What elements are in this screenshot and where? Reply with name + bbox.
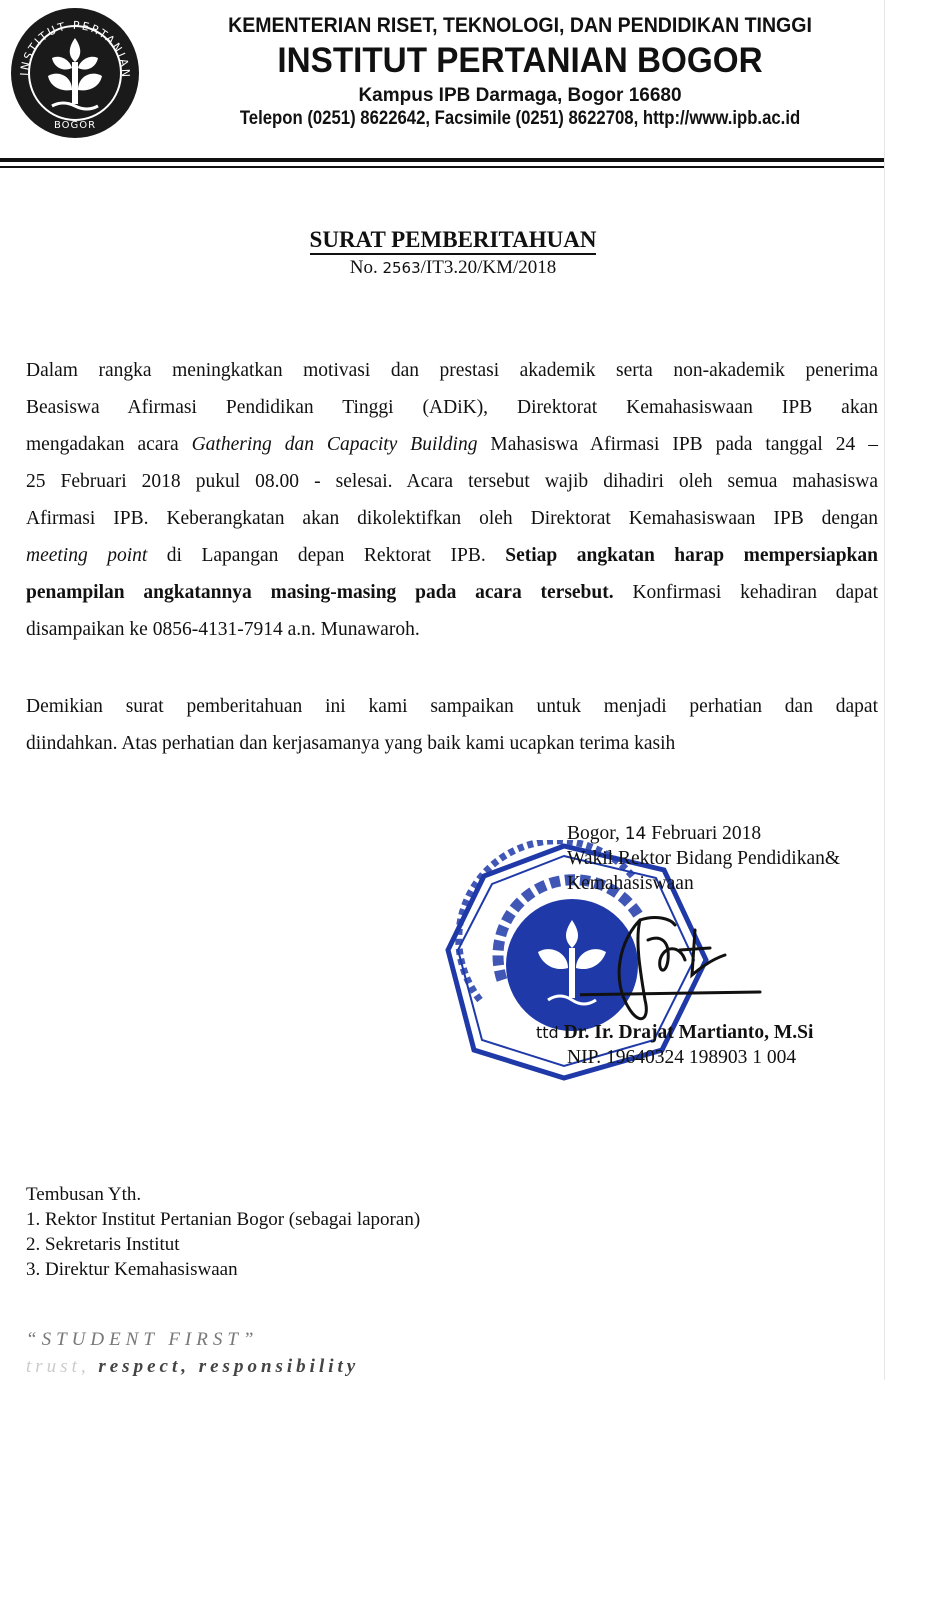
text-segment: mengadakan acara [26,434,192,455]
paragraph-line: Demikian surat pemberitahuan ini kami sampaikan untuk menjadi perhatian dan dapat [26,696,878,717]
paragraph-line [26,500,878,537]
address: Kampus IPB Darmaga, Bogor 16680 [358,85,682,106]
number-handwritten: 2563 [382,259,421,277]
cc-item: 1. Rektor Institut Pertanian Bogor (sebagai laporan) [26,1209,421,1230]
signer-name: Dr. Ir. Drajat Martianto, M.Si [563,1022,814,1043]
institution-name: INSTITUT PERTANIAN BOGOR [277,41,763,80]
text-segment: Beasiswa Afirmasi Pendidikan Tinggi (ADiK), Direktorat Kemahasiswaan IPB akan [26,397,878,418]
motto-student-first: “STUDENT FIRST” [26,1329,259,1350]
paragraph-line [26,463,878,500]
paragraph-line [26,574,878,611]
signer-position-1: Wakil Rektor Bidang Pendidikan& [567,848,841,869]
cc-item: 2. Sekretaris Institut [26,1234,180,1255]
paragraph-line [26,611,878,648]
svg-text:BOGOR: BOGOR [54,120,97,131]
text-segment: Mahasiswa Afirmasi IPB pada tanggal 24 – [477,434,878,455]
text-segment: Dalam rangka meningkatkan motivasi dan prestasi akademik serta non-akademik penerima [26,360,878,381]
signer-name-row [536,1020,813,1045]
paragraph-line [26,352,878,389]
svg-text:INSTITUT PERTANIAN: INSTITUT PERTANIAN [17,18,133,80]
signature-date [567,821,761,847]
header-divider-thick [0,158,884,162]
number-suffix: /IT3.20/KM/2018 [420,257,557,278]
paragraph-line: diindahkan. Atas perhatian dan kerjasamanya yang baik kami ucapkan terima kasih [26,733,676,754]
header-divider-thin [0,166,884,168]
contact-info: Telepon (0251) 8622642, Facsimile (0251) 8622708, http://www.ipb.ac.id [239,108,801,129]
motto-faded: trust, [26,1356,99,1377]
scan-edge [884,0,885,1380]
text-segment: meeting point [26,545,148,566]
signature-day: 14 [624,824,647,844]
ministry-name: KEMENTERIAN RISET, TEKNOLOGI, DAN PENDIDIKAN TINGGI [228,14,812,37]
body-paragraph-1 [26,352,878,648]
paragraph-line [26,537,878,574]
signer-position-2: Kemahasiswaan [567,873,694,894]
text-segment: 25 Februari 2018 pukul 08.00 - selesai. Acara tersebut wajib dihadiri oleh semua mahasiswa [26,471,878,492]
signature-month-year: Februari 2018 [646,823,762,844]
text-segment: disampaikan ke 0856-4131-7914 a.n. Munawaroh. [26,619,420,640]
handwritten-signature [580,900,770,1040]
text-segment: penampilan angkatannya masing-masing pada acara tersebut. [26,582,614,603]
motto-values [26,1355,359,1379]
body-paragraph-2 [26,688,878,762]
ipb-logo [8,6,142,140]
text-segment: Afirmasi IPB. Keberangkatan akan dikolektifkan oleh Direktorat Kemahasiswaan IPB dengan [26,508,878,529]
cc-item: 3. Direktur Kemahasiswaan [26,1259,238,1280]
signature-place: Bogor, [567,823,625,844]
text-segment: di Lapangan depan Rektorat IPB. [147,545,506,566]
letter-number [0,257,906,279]
text-segment: Gathering dan Capacity Building [191,434,478,455]
cc-heading: Tembusan Yth. [26,1184,142,1205]
text-segment: Konfirmasi kehadiran dapat [613,582,879,603]
initials-mark: ttd [536,1023,559,1042]
number-prefix: No. [349,257,383,278]
cc-list [26,1182,420,1282]
letter-title-text: SURAT PEMBERITAHUAN [310,227,597,255]
letter-title [0,226,906,254]
text-segment: Setiap angkatan harap mempersiapkan [505,545,878,566]
paragraph-line [26,389,878,426]
signer-nip: NIP. 19640324 198903 1 004 [567,1047,797,1068]
paragraph-line [26,426,878,463]
motto-rest: respect, responsibility [98,1356,360,1377]
